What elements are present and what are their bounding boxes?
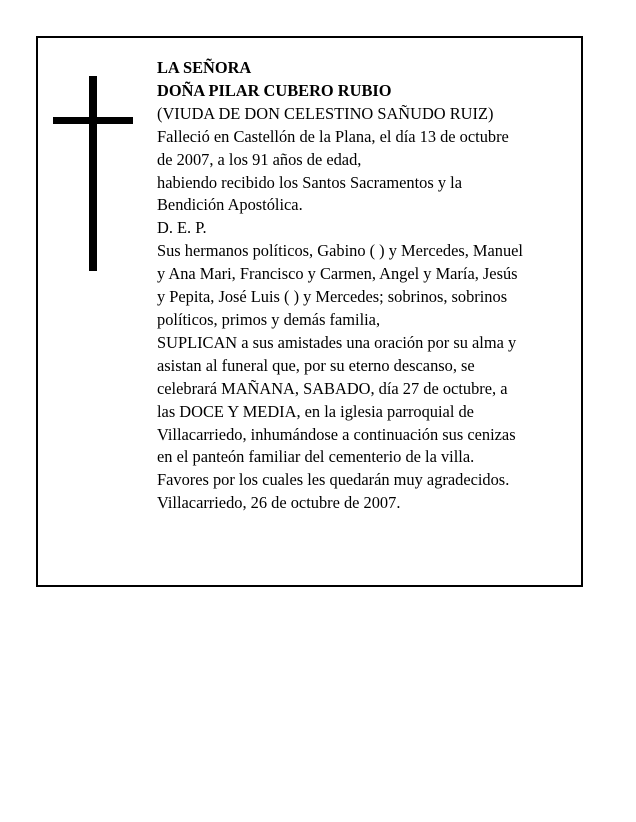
notice-text xyxy=(157,57,577,515)
request-line-2: asistan al funeral que, por su eterno descanso, se xyxy=(157,355,475,375)
request-line-6: en el panteón familiar del cementerio de la villa. xyxy=(157,447,475,467)
widow-of-line: (VIUDA DE DON CELESTINO SAÑUDO RUIZ) xyxy=(157,103,494,123)
family-line-4: políticos, primos y demás familia, xyxy=(157,309,381,329)
sacraments-line-2: Bendición Apostólica. xyxy=(157,195,303,215)
request-line-1: SUPLICAN a sus amistades una oración por su alma y xyxy=(157,332,517,352)
thanks-line: Favores por los cuales les quedarán muy agradecidos. xyxy=(157,470,510,490)
family-line-1: Sus hermanos políticos, Gabino ( ) y Mercedes, Manuel xyxy=(157,241,523,261)
cross-icon-bar xyxy=(53,117,133,124)
obituary-notice xyxy=(36,36,583,587)
deceased-name: DOÑA PILAR CUBERO RUBIO xyxy=(157,80,392,100)
cross-icon xyxy=(89,76,97,271)
request-line-4: las DOCE Y MEDIA, en la iglesia parroquial de xyxy=(157,401,474,421)
request-line-5: Villacarriedo, inhumándose a continuación sus cenizas xyxy=(157,424,516,444)
notice-title: LA SEÑORA xyxy=(157,58,252,77)
family-line-2: y Ana Mari, Francisco y Carmen, Angel y María, Jesús xyxy=(157,264,518,284)
dep-line: D. E. P. xyxy=(157,218,207,238)
family-line-3: y Pepita, José Luis ( ) y Mercedes; sobrinos, sobrinos xyxy=(157,287,508,307)
sacraments-line-1: habiendo recibido los Santos Sacramentos y la xyxy=(157,172,462,192)
place-date-line: Villacarriedo, 26 de octubre de 2007. xyxy=(157,493,401,513)
death-line-2: de 2007, a los 91 años de edad, xyxy=(157,149,362,169)
death-line-1: Falleció en Castellón de la Plana, el día 13 de octubre xyxy=(157,126,509,146)
request-line-3: celebrará MAÑANA, SABADO, día 27 de octubre, a xyxy=(157,378,508,398)
